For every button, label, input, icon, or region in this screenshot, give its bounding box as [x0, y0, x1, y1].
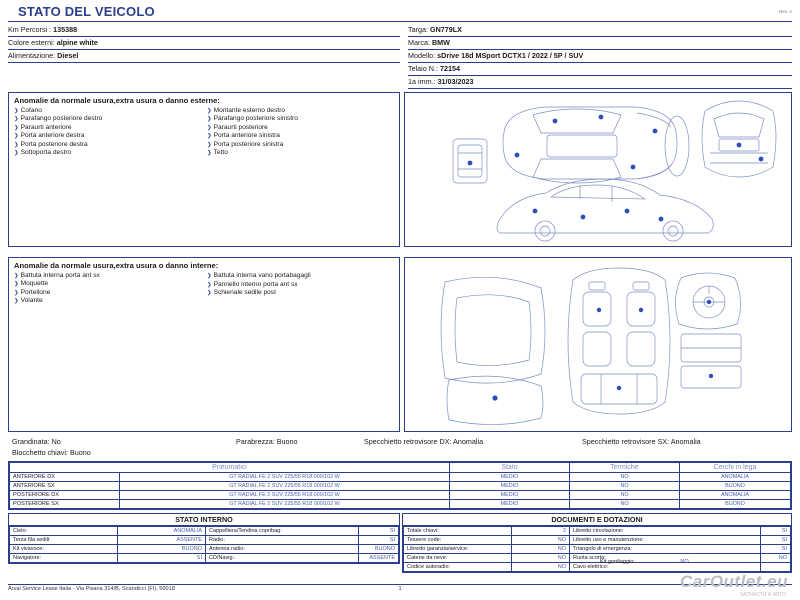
interior-value: BUONO: [118, 545, 206, 554]
list-item: ❯ Montante esterno destro: [207, 107, 394, 115]
interior-state-title: STATO INTERNO: [9, 514, 399, 526]
field-chassis-value: 72154: [439, 64, 460, 73]
doc-value: NO: [512, 554, 570, 563]
interior-key: CD/Navig.:: [206, 554, 359, 563]
mirror-sx-field: [582, 437, 701, 446]
list-item: ❯ Sottoporta destro: [14, 149, 201, 157]
key-block-label: Blocchetto chiavi:: [12, 448, 68, 457]
doc-key: Libretto circolazione:: [570, 527, 761, 536]
table-header-row: [10, 463, 791, 473]
table-row: [404, 554, 791, 563]
tyre-position: POSTERIORE DX: [10, 491, 120, 500]
tyres-header-cerchi: Cerchi in lega: [680, 463, 791, 473]
tyres-table: [8, 461, 792, 510]
list-item: ❯ Battuta interna vano portabagagli: [207, 272, 394, 281]
documents-table: [402, 513, 792, 573]
tyre-termiche: NO: [570, 491, 680, 500]
list-item: ❯ Paraurti anteriore: [14, 124, 201, 132]
doc-key: Ruota scorta:: [570, 554, 761, 563]
list-item: ❯ Porta anteriore sinistra: [207, 132, 394, 140]
revision-label: Rev. A: [779, 9, 792, 14]
list-item: ❯ Tetto: [207, 149, 394, 157]
field-plate: [408, 24, 792, 37]
field-brand: [408, 37, 792, 50]
mirror-dx-field: [364, 437, 483, 446]
tyre-stato: MEDIO: [450, 482, 570, 491]
tyres-header-stato: Stato: [450, 463, 570, 473]
list-item: ❯ Pannello interno porta ant sx: [207, 281, 394, 289]
tyre-stato: MEDIO: [450, 500, 570, 509]
tyre-termiche: NO: [570, 473, 680, 482]
table-row: [10, 536, 399, 545]
list-item: ❯ Porta posteriore sinistra: [207, 141, 394, 149]
tyre-spec: GT RADIAL FE 2 SUV 225/55 R18 000/102 W: [120, 473, 450, 482]
interior-key: Antenna radio:: [206, 545, 359, 554]
doc-key: Libretto garanzia/service:: [404, 545, 512, 554]
page-number: 1: [398, 586, 402, 592]
interior-key: Cappelliera/Tendina copribag:: [206, 527, 359, 536]
field-color: [8, 37, 400, 50]
doc-value: NO: [512, 563, 570, 572]
doc-key: Libretto uso e manutenzione:: [570, 536, 761, 545]
field-km: [8, 24, 400, 37]
list-item: ❯ Volante: [14, 297, 201, 305]
exterior-vehicle-diagram: [405, 93, 791, 246]
doc-key: Catene da neve:: [404, 554, 512, 563]
footer-divider: [8, 584, 792, 585]
doc-value: SI: [761, 545, 791, 554]
table-row: [10, 527, 399, 536]
footer: [8, 586, 792, 592]
mirror-sx-label: Specchietto retrovisore SX:: [582, 437, 670, 446]
doc-value: NO: [512, 545, 570, 554]
table-row: [10, 500, 791, 509]
table-row: [404, 563, 791, 572]
interior-state-table: [8, 513, 400, 564]
field-model-value: sDrive 18d MSport DCTX1 / 2022 / 5P / SUV: [437, 51, 584, 60]
doc-extra-kit: [600, 559, 689, 565]
table-row: [404, 545, 791, 554]
external-anomalies-col2: [207, 107, 394, 157]
table-row: [10, 491, 791, 500]
field-plate-label: Targa:: [408, 25, 428, 34]
interior-vehicle-diagram: [405, 258, 791, 431]
list-item: ❯ Parafango posteriore destro: [14, 115, 201, 123]
hail-label: Grandinata:: [12, 437, 50, 446]
doc-key: Cavo elettrico:: [570, 563, 761, 572]
field-fuel: [8, 50, 400, 63]
header-divider: [8, 21, 792, 22]
list-item: ❯ Schienale sedile post: [207, 289, 394, 297]
field-first-registration-label: 1a imm.:: [408, 77, 436, 86]
internal-anomalies-title: Anomalie da normale usura,extra usura o danno interne:: [14, 261, 219, 270]
field-km-value: 135388: [53, 25, 78, 34]
doc-key: Tessere code:: [404, 536, 512, 545]
tyre-cerchi: ANOMALIA: [680, 491, 791, 500]
vehicle-data-right: [408, 24, 792, 89]
doc-key: Kit gonfiaggio:: [600, 559, 635, 565]
field-brand-value: BMW: [431, 38, 450, 47]
internal-anomalies-col1: [14, 272, 201, 306]
doc-value: SI: [761, 527, 791, 536]
doc-value: NO: [680, 559, 689, 565]
external-anomalies-col1: [14, 107, 201, 157]
interior-value: SI: [359, 536, 399, 545]
tyre-position: ANTERIORE DX: [10, 473, 120, 482]
interior-value: BUONO: [359, 545, 399, 554]
interior-key: Terza fila sedili:: [10, 536, 118, 545]
footer-company: Arval Service Lease Italia - Via Pisana 314/B, Scandicci (FI), 50018: [8, 586, 175, 592]
tyre-position: ANTERIORE SX: [10, 482, 120, 491]
doc-value: [761, 563, 791, 572]
documents-title: DOCUMENTI E DOTAZIONI: [403, 514, 791, 526]
mirror-dx-value: Anomalia: [453, 437, 484, 446]
list-item: ❯ Paraurti posteriore: [207, 124, 394, 132]
doc-value: NO: [512, 536, 570, 545]
table-row: [10, 545, 399, 554]
interior-value: SI: [359, 527, 399, 536]
external-anomalies-box: [8, 92, 400, 247]
tyre-cerchi: ANOMALIA: [680, 473, 791, 482]
table-row: [10, 554, 399, 563]
interior-value: ASSENTE: [359, 554, 399, 563]
doc-key: Totale chiavi:: [404, 527, 512, 536]
hail-value: No: [51, 437, 61, 446]
tyres-header-termiche: Termiche: [570, 463, 680, 473]
tyre-termiche: NO: [570, 482, 680, 491]
vehicle-data-left: [8, 24, 400, 63]
watermark-subtitle: ЗАПЧАСТИ И АВТО: [740, 592, 786, 598]
interior-value: ASSENTE: [118, 536, 206, 545]
interior-key: Kit vivavoce:: [10, 545, 118, 554]
mirror-sx-value: Anomalia: [670, 437, 701, 446]
doc-value: SI: [761, 536, 791, 545]
field-fuel-label: Alimentazione:: [8, 51, 56, 60]
tyre-cerchi: BUONO: [680, 500, 791, 509]
interior-diagram-box: [404, 257, 792, 432]
field-chassis-label: Telaio N.:: [408, 64, 438, 73]
field-first-registration-value: 31/03/2023: [437, 77, 474, 86]
table-row: [404, 527, 791, 536]
interior-key: Cielo:: [10, 527, 118, 536]
tyre-spec: GT RADIAL FE 2 SUV 225/55 R18 000/102 W: [120, 491, 450, 500]
field-model-label: Modello:: [408, 51, 436, 60]
windshield-value: Buono: [276, 437, 298, 446]
tyre-spec: GT RADIAL FE 2 SUV 225/55 R18 000/102 W: [120, 482, 450, 491]
field-first-registration: [408, 76, 792, 89]
hail-field: [12, 437, 61, 446]
tyre-spec: GT RADIAL FE 2 SUV 225/55 R18 000/102 W: [120, 500, 450, 509]
list-item: ❯ Portellone: [14, 289, 201, 297]
tyre-position: POSTERIORE SX: [10, 500, 120, 509]
field-color-value: alpine white: [56, 38, 98, 47]
list-item: ❯ Moquette: [14, 280, 201, 288]
field-brand-label: Marca:: [408, 38, 430, 47]
mirror-dx-label: Specchietto retrovisore DX:: [364, 437, 452, 446]
interior-value: ANOMALIA: [118, 527, 206, 536]
table-row: [404, 536, 791, 545]
internal-anomalies-box: [8, 257, 400, 432]
vehicle-data-block: [8, 24, 792, 86]
tyre-cerchi: BUONO: [680, 482, 791, 491]
field-fuel-value: Diesel: [57, 51, 79, 60]
table-row: [10, 473, 791, 482]
interior-key: Radio:: [206, 536, 359, 545]
interior-key: Navigatore:: [10, 554, 118, 563]
list-item: ❯ Porta anteriore destra: [14, 132, 201, 140]
field-plate-value: GN779LX: [429, 25, 462, 34]
list-item: ❯ Parafango posteriore sinistro: [207, 115, 394, 123]
field-km-label: Km Percorsi :: [8, 25, 52, 34]
internal-anomalies-col2: [207, 272, 394, 306]
windshield-label: Parabrezza:: [236, 437, 275, 446]
tyre-stato: MEDIO: [450, 473, 570, 482]
doc-key: Codice autoradio:: [404, 563, 512, 572]
watermark: CarOutlet.eu: [679, 572, 788, 591]
tyres-header-pneumatici: Pneumatici: [10, 463, 450, 473]
table-row: [10, 482, 791, 491]
interior-value: SI: [118, 554, 206, 563]
tyre-termiche: NO: [570, 500, 680, 509]
damage-markers: [492, 300, 713, 401]
windshield-field: [236, 437, 298, 446]
exterior-diagram-box: [404, 92, 792, 247]
doc-value: NO: [761, 554, 791, 563]
field-color-label: Colore esterni:: [8, 38, 55, 47]
list-item: ❯ Battuta interna porta ant sx: [14, 272, 201, 280]
key-block-field: [12, 448, 91, 457]
key-block-value: Buono: [69, 448, 91, 457]
page-title: STATO DEL VEICOLO: [18, 4, 155, 19]
list-item: ❯ Cofano: [14, 107, 201, 115]
field-model: [408, 50, 792, 63]
doc-key: Triangolo di emergenza:: [570, 545, 761, 554]
doc-value: 2: [512, 527, 570, 536]
field-chassis: [408, 63, 792, 76]
list-item: ❯ Porta posteriore destra: [14, 141, 201, 149]
tyre-stato: MEDIO: [450, 491, 570, 500]
external-anomalies-title: Anomalie da normale usura,extra usura o danno esterne:: [14, 96, 220, 105]
